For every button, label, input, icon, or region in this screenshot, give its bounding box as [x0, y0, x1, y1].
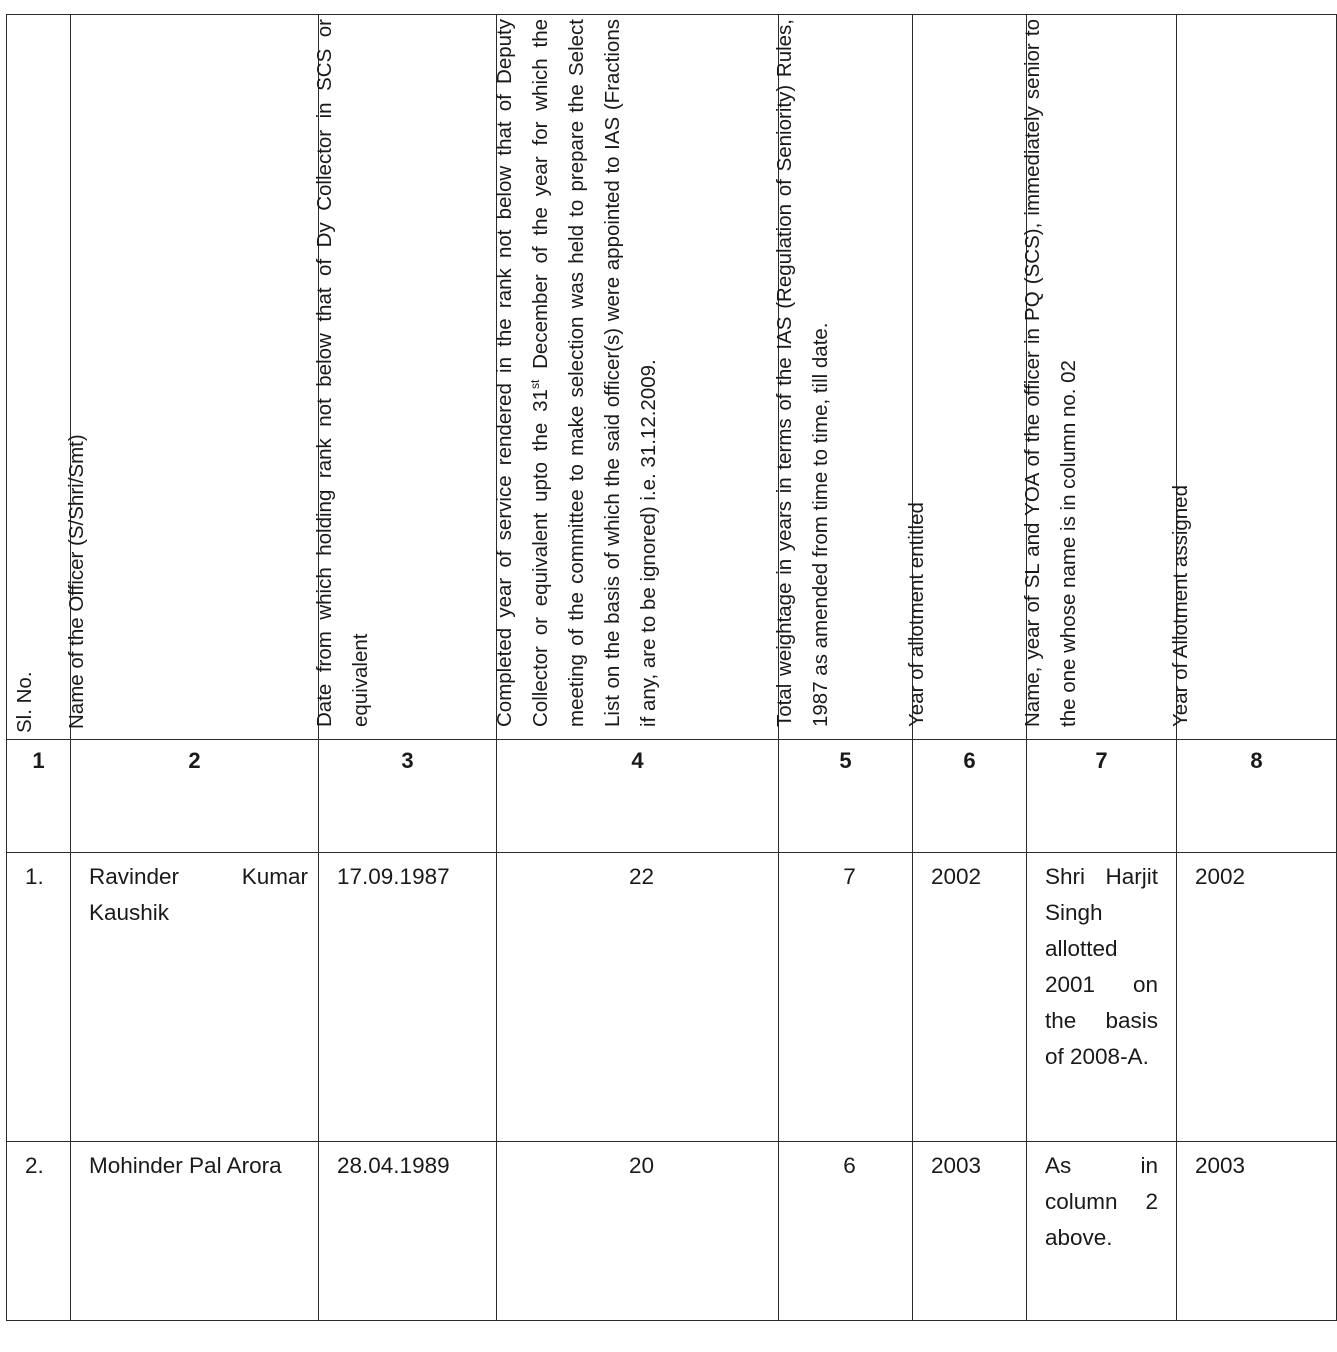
header-yoa-entitled: Year of allotment entitled [905, 502, 928, 727]
officer-name-cell [71, 853, 319, 1142]
senior-officer-cell [1027, 853, 1177, 1142]
yoa-assigned-value: 2002 [1195, 864, 1246, 889]
column-number: 3 [319, 740, 497, 853]
header-cell-weightage [773, 15, 913, 740]
sl-no: 1. [25, 864, 44, 889]
header-cell-senior-officer [1021, 15, 1177, 740]
header-completed-years: Completed year of service rendered in the rank not below that of Deputy Collector or equivalent upto the 31 [493, 19, 552, 727]
column-number: 6 [913, 740, 1027, 853]
completed-years-value: 20 [628, 1153, 655, 1178]
yoa-entitled-cell [913, 1142, 1027, 1321]
header-cell-yoa-entitled [905, 15, 1027, 740]
column-number: 5 [779, 740, 913, 853]
sl-no-cell [7, 853, 71, 1142]
weightage-cell [779, 1142, 913, 1321]
sl-no-cell [7, 1142, 71, 1321]
yoa-entitled-value: 2003 [931, 1153, 982, 1178]
yoa-assigned-value: 2003 [1195, 1153, 1246, 1178]
header-cell-name [65, 15, 319, 740]
header-row [7, 15, 1337, 740]
header-yoa-assigned: Year of Allotment assigned [1169, 485, 1192, 727]
header-officer-name: Name of the Officer (S/Shri/Smt) [65, 434, 88, 729]
senior-officer-value: As in column 2 above. [1045, 1153, 1158, 1250]
yoa-assigned-cell [1177, 853, 1337, 1142]
yoa-assigned-cell [1177, 1142, 1337, 1321]
senior-officer-value: Shri Harjit Singh allotted 2001 on the basis of 2008-A. [1045, 864, 1158, 1069]
completed-years-value: 22 [628, 864, 655, 889]
header-cell-yoa-assigned [1169, 15, 1337, 740]
header-cell-completed-years [493, 15, 779, 740]
date-value: 17.09.1987 [337, 864, 450, 889]
senior-officer-cell [1027, 1142, 1177, 1321]
column-number: 4 [497, 740, 779, 853]
date-cell [319, 853, 497, 1142]
column-number: 1 [7, 740, 71, 853]
seniority-table [6, 14, 1337, 1321]
weightage-cell [779, 853, 913, 1142]
yoa-entitled-value: 2002 [931, 864, 982, 889]
column-number: 8 [1177, 740, 1337, 853]
officer-name-cell [71, 1142, 319, 1321]
header-sl-no: Sl. No. [13, 671, 36, 733]
header-senior-officer: Name, year of SL and YOA of the officer in PQ (SCS), immediately senior to the one whose name is in column no. 02 [1021, 19, 1080, 727]
header-cell-date [313, 15, 497, 740]
column-number: 7 [1027, 740, 1177, 853]
column-number-row [7, 740, 1337, 853]
date-value: 28.04.1989 [337, 1153, 450, 1178]
weightage-value: 7 [843, 864, 856, 889]
column-number: 2 [71, 740, 319, 853]
header-completed-years-rest: December of the year for which the meeting of the committee to make selection was held to prepare the Select List on the basis of which the said officer(s) were appointed to IAS (Fractions if any, are to be ignored) i.e. 31.12.2009. [529, 19, 660, 727]
table-row [7, 853, 1337, 1142]
completed-years-cell [497, 1142, 779, 1321]
yoa-entitled-cell [913, 853, 1027, 1142]
officer-name: Mohinder Pal Arora [89, 1153, 282, 1178]
officer-name: Ravinder Kumar Kaushik [89, 864, 308, 925]
header-date-dy-collector: Date from which holding rank not below that of Dy Collector in SCS or equivalent [313, 19, 372, 727]
sl-no: 2. [25, 1153, 44, 1178]
header-total-weightage: Total weightage in years in terms of the IAS (Regulation of Seniority) Rules, 1987 as amended from time to time, till date. [773, 19, 832, 727]
date-cell [319, 1142, 497, 1321]
weightage-value: 6 [843, 1153, 856, 1178]
header-sup-st: st [528, 379, 543, 390]
table-row [7, 1142, 1337, 1321]
completed-years-cell [497, 853, 779, 1142]
